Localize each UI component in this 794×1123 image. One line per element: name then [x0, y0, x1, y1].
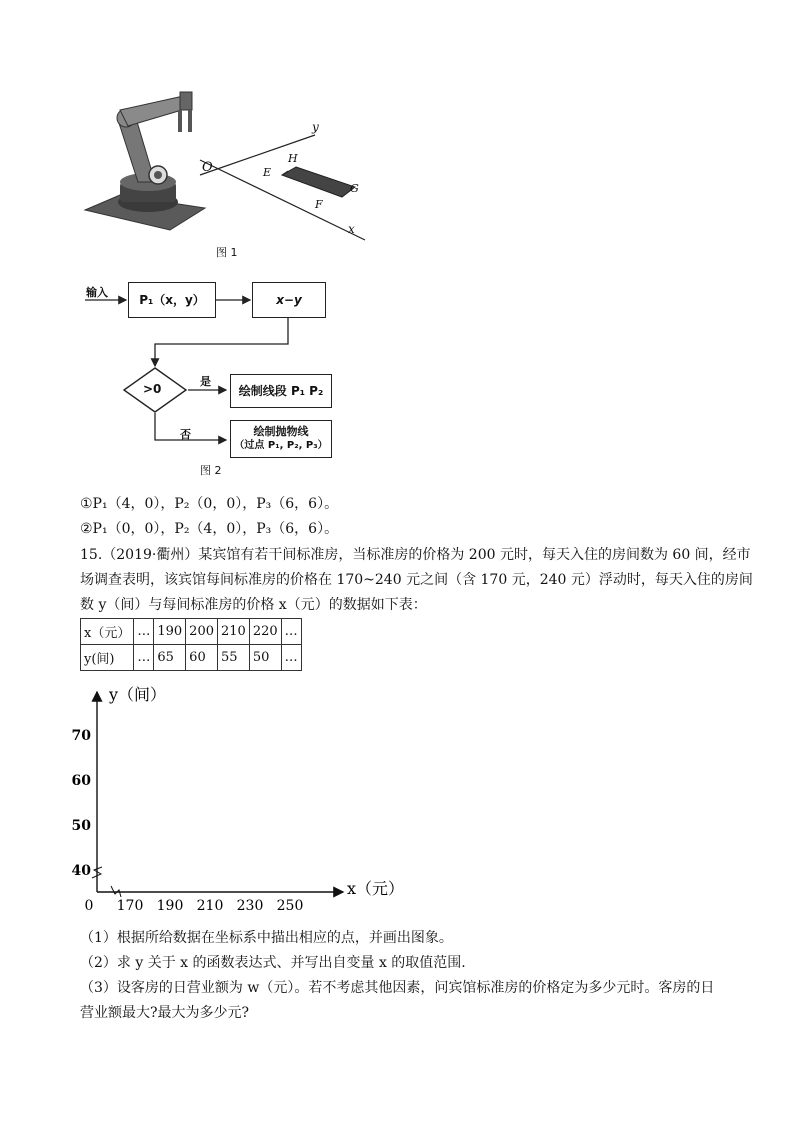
figure-1-caption: 图 1 — [216, 246, 238, 259]
x-tick-label: 230 — [236, 898, 264, 914]
x-tick-label: 190 — [156, 898, 184, 914]
y-tick-label: 50 — [71, 818, 91, 834]
coordinate-chart — [71, 680, 405, 915]
table-cell: 220 — [249, 619, 281, 645]
decision-label: >0 — [143, 382, 162, 396]
y-tick-label: 40 — [71, 863, 91, 879]
table-cell: 190 — [154, 619, 186, 645]
question-2: （2）求 y 关于 x 的函数表达式、并写出自变量 x 的取值范围. — [80, 955, 466, 971]
draw-parabola-box — [230, 420, 332, 458]
table-cell: … — [281, 645, 301, 671]
x-axis-label: x（元） — [347, 879, 405, 898]
point-f: F — [315, 198, 323, 211]
robot-arm-image — [80, 90, 210, 235]
figure-2-flowchart — [80, 280, 340, 480]
point-e: E — [263, 166, 272, 179]
question-1: （1）根据所给数据在坐标系中描出相应的点，并画出图象。 — [80, 930, 453, 946]
figure-1 — [80, 90, 380, 270]
problem-line-3: 数 y（间）与每间标准房的价格 x（元）的数据如下表： — [80, 597, 427, 613]
table-cell: 65 — [154, 645, 186, 671]
x-minus-y-box: x−y — [252, 282, 326, 318]
option-2: ②P₁（0，0），P₂（4，0），P₃（6，6）。 — [80, 521, 339, 537]
point-g: G — [350, 182, 359, 195]
question-3b: 营业额最大?最大为多少元? — [80, 1005, 250, 1021]
table-cell: 50 — [249, 645, 281, 671]
data-table — [80, 618, 302, 671]
input-label: 输入 — [86, 286, 108, 299]
table-cell: y(间) — [81, 645, 134, 671]
table-row — [81, 645, 302, 671]
table-cell: 210 — [218, 619, 250, 645]
point-h: H — [288, 152, 298, 165]
axis-label-y: y — [312, 120, 319, 134]
problem-line-1: 15.（2019·衢州）某宾馆有若干间标准房，当标准房的价格为 200 元时，每天入住的房间数为 60 间，经市 — [80, 547, 751, 563]
table-cell: 200 — [186, 619, 218, 645]
table-cell: x（元） — [81, 619, 134, 645]
table-cell: 60 — [186, 645, 218, 671]
table-row — [81, 619, 302, 645]
no-label: 否 — [180, 428, 191, 441]
x-tick-label: 210 — [196, 898, 224, 914]
x-tick-label: 250 — [276, 898, 304, 914]
x-tick-label: 170 — [116, 898, 144, 914]
y-tick-label: 60 — [71, 773, 91, 789]
table-cell: … — [281, 619, 301, 645]
y-tick-label: 70 — [71, 728, 91, 744]
option-1: ①P₁（4，0），P₂（0，0），P₃（6，6）。 — [80, 496, 339, 512]
draw-segment-box: 绘制线段 P₁ P₂ — [230, 374, 332, 408]
axis-label-x: x — [348, 222, 355, 236]
y-axis-label: y（间） — [109, 685, 167, 704]
draw-parabola-line1: 绘制抛物线 — [253, 425, 309, 438]
yes-label: 是 — [200, 375, 211, 388]
p1-box: P₁（x，y） — [128, 282, 216, 318]
table-cell: … — [134, 619, 154, 645]
question-3a: （3）设客房的日营业额为 w（元）。若不考虑其他因素，问宾馆标准房的价格定为多少元时。客房的日 — [80, 980, 715, 996]
figure-2-caption: 图 2 — [200, 464, 222, 477]
draw-parabola-line2: （过点 P₁, P₂, P₃） — [234, 440, 328, 451]
problem-line-2: 场调查表明，该宾馆每间标准房的价格在 170~240 元之间（含 170 元，240 元）浮动时，每天入住的房间 — [80, 572, 753, 588]
origin-label: 0 — [84, 898, 94, 914]
table-cell: … — [134, 645, 154, 671]
axis-label-origin: O — [202, 160, 213, 175]
table-cell: 55 — [218, 645, 250, 671]
